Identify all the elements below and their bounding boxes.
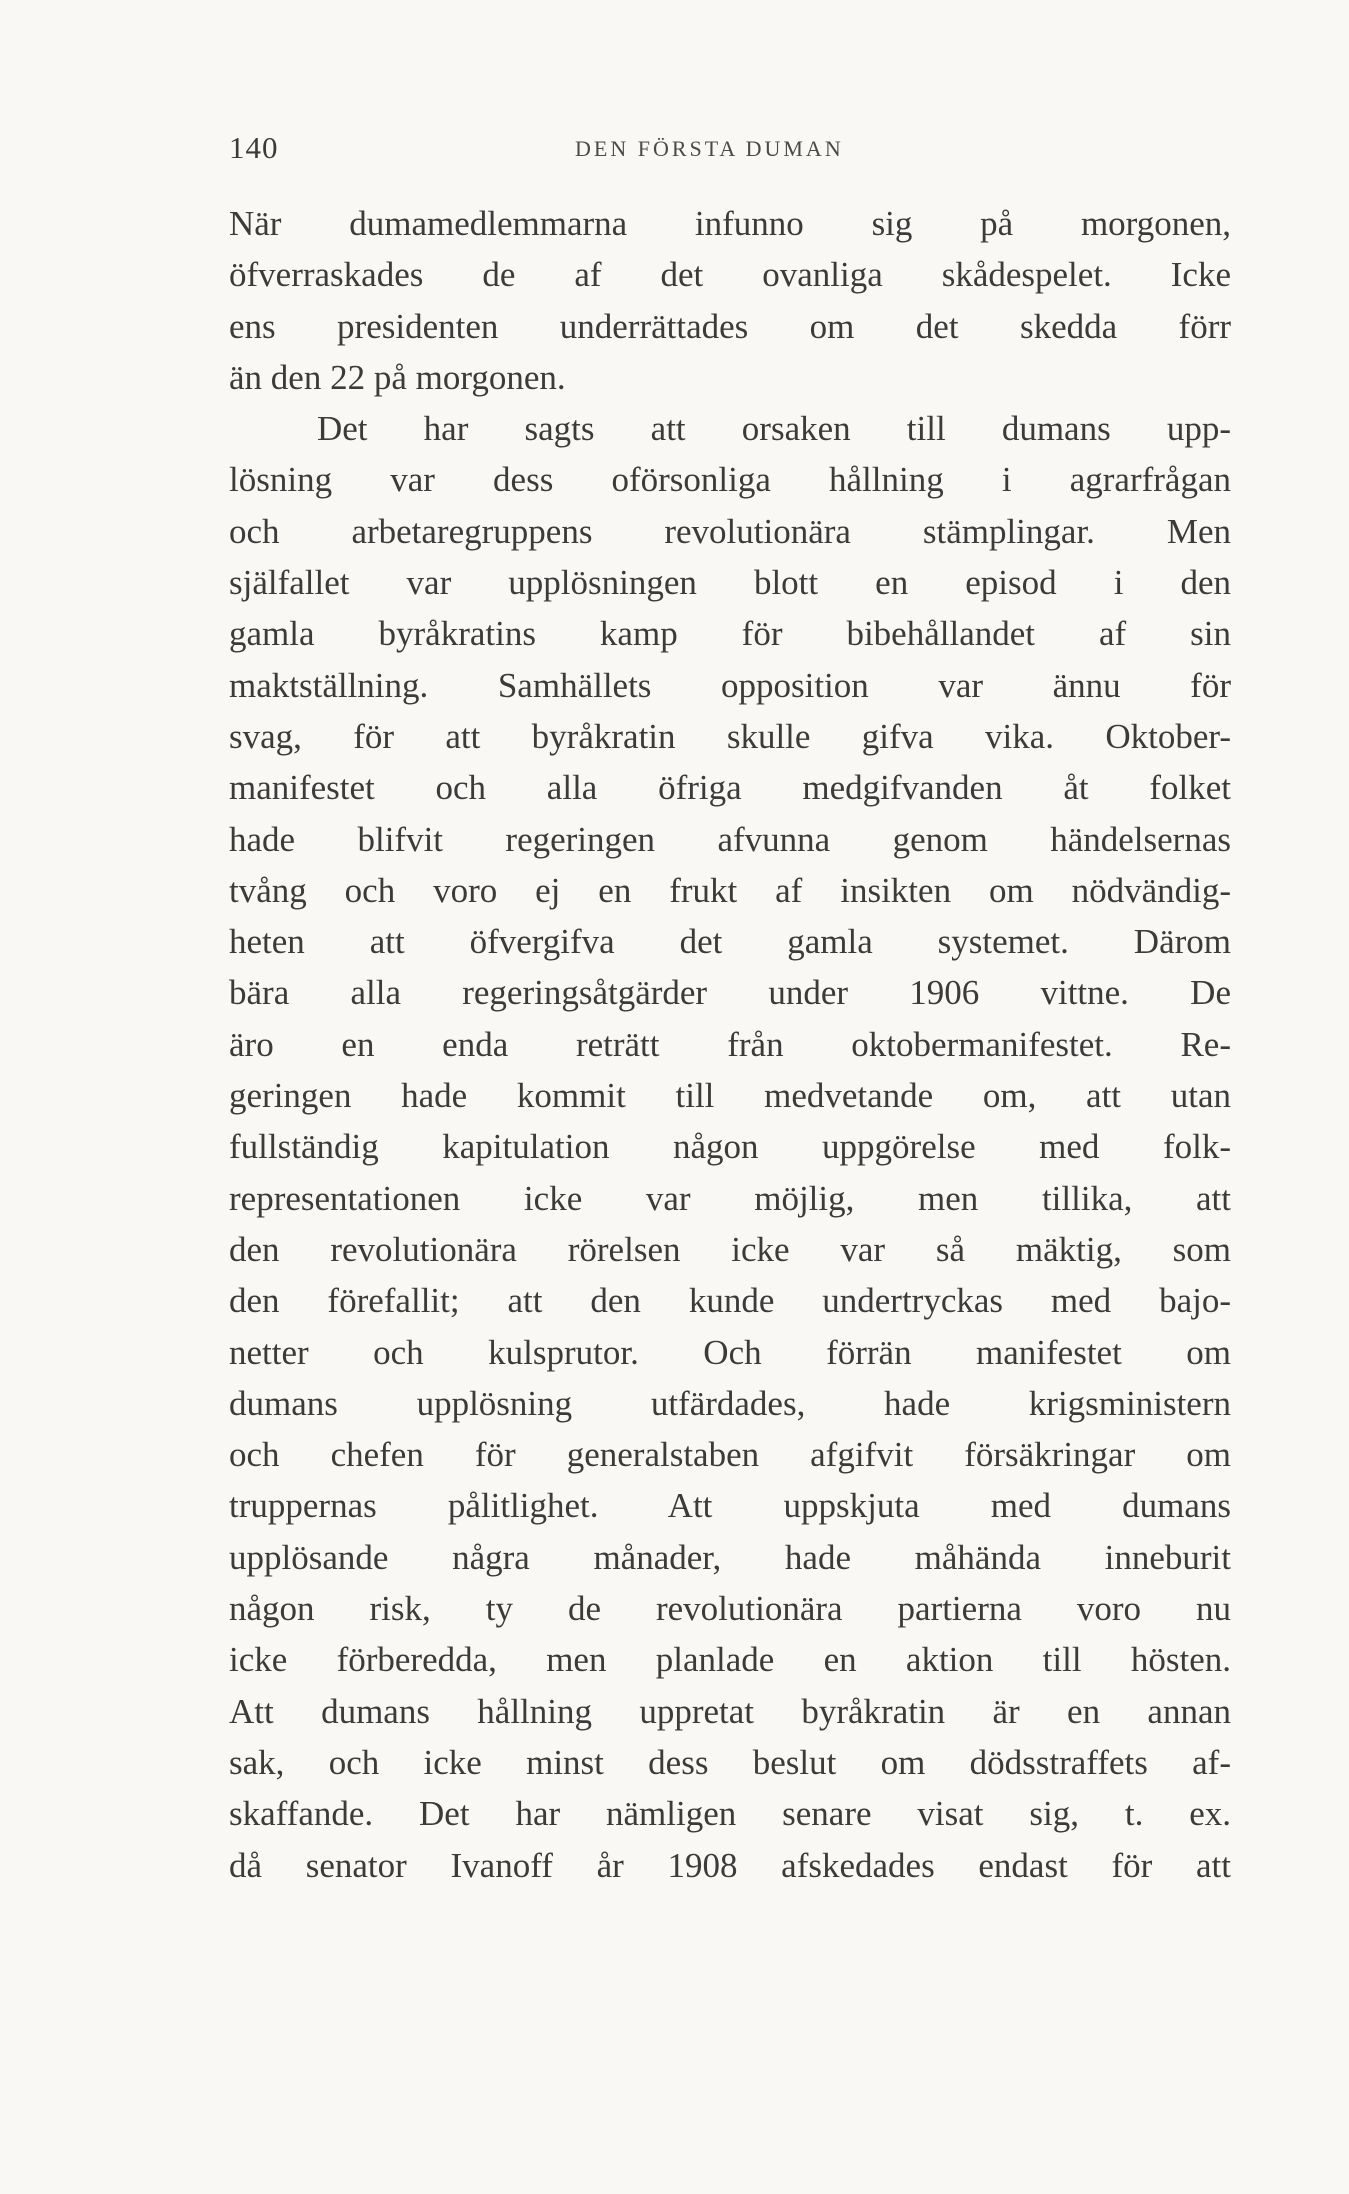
text-line: öfverraskades de af det ovanliga skådespelet. Icke — [229, 255, 1231, 295]
text-line: skaffande. Det har nämligen senare visat sig, t. ex. — [229, 1794, 1231, 1834]
text-line: den förefallit; att den kunde undertryckas med bajo- — [229, 1281, 1231, 1321]
text-line: representationen icke var möjlig, men tillika, att — [229, 1178, 1231, 1218]
text-line: hade blifvit regeringen afvunna genom händelsernas — [229, 819, 1231, 859]
text-line: maktställning. Samhällets opposition var ännu för — [229, 665, 1231, 705]
text-line: någon risk, ty de revolutionära partierna voro nu — [229, 1589, 1231, 1629]
text-line: geringen hade kommit till medvetande om, att utan — [229, 1076, 1231, 1116]
text-line: manifestet och alla öfriga medgifvanden åt folket — [229, 768, 1231, 808]
text-line: än den 22 på morgonen. — [229, 357, 566, 397]
body-text — [229, 198, 1231, 1891]
text-line: svag, för att byråkratin skulle gifva vika. Oktober- — [229, 716, 1231, 756]
text-line: tvång och voro ej en frukt af insikten om nödvändig- — [229, 870, 1231, 910]
text-line: gamla byråkratins kamp för bibehållandet af sin — [229, 614, 1231, 654]
page-header — [229, 130, 1231, 170]
text-line: ens presidenten underrättades om det skedda förr — [229, 306, 1231, 346]
text-line: äro en enda reträtt från oktobermanifestet. Re- — [229, 1024, 1231, 1064]
text-line: När dumamedlemmarna infunno sig på morgonen, — [229, 204, 1231, 243]
text-line: dumans upplösning utfärdades, hade krigsministern — [229, 1383, 1231, 1423]
running-head: DEN FÖRSTA DUMAN — [575, 136, 844, 161]
text-line: själfallet var upplösningen blott en episod i den — [229, 563, 1231, 603]
text-line: då senator Ivanoff år 1908 afskedades endast för att — [229, 1845, 1231, 1885]
text-line: Det har sagts att orsaken till dumans upp- — [317, 409, 1231, 449]
text-line: icke förberedda, men planlade en aktion till hösten. — [229, 1640, 1231, 1680]
text-line: heten att öfvergifva det gamla systemet. Därom — [229, 922, 1231, 962]
text-line: bära alla regeringsåtgärder under 1906 vittne. De — [229, 973, 1231, 1013]
text-line: fullständig kapitulation någon uppgörelse med folk- — [229, 1127, 1231, 1167]
text-line: sak, och icke minst dess beslut om dödsstraffets af- — [229, 1742, 1231, 1782]
text-line: Att dumans hållning uppretat byråkratin är en annan — [229, 1691, 1231, 1731]
text-line: netter och kulsprutor. Och förrän manifestet om — [229, 1332, 1231, 1372]
text-line: den revolutionära rörelsen icke var så mäktig, som — [229, 1229, 1231, 1269]
text-line: lösning var dess oförsonliga hållning i agrarfrågan — [229, 460, 1231, 500]
page-number: 140 — [229, 130, 279, 165]
text-line: och chefen för generalstaben afgifvit försäkringar om — [229, 1435, 1231, 1475]
text-line: och arbetaregruppens revolutionära stämplingar. Men — [229, 511, 1231, 551]
text-line: truppernas pålitlighet. Att uppskjuta med dumans — [229, 1486, 1231, 1526]
text-line: upplösande några månader, hade måhända inneburit — [229, 1537, 1231, 1577]
